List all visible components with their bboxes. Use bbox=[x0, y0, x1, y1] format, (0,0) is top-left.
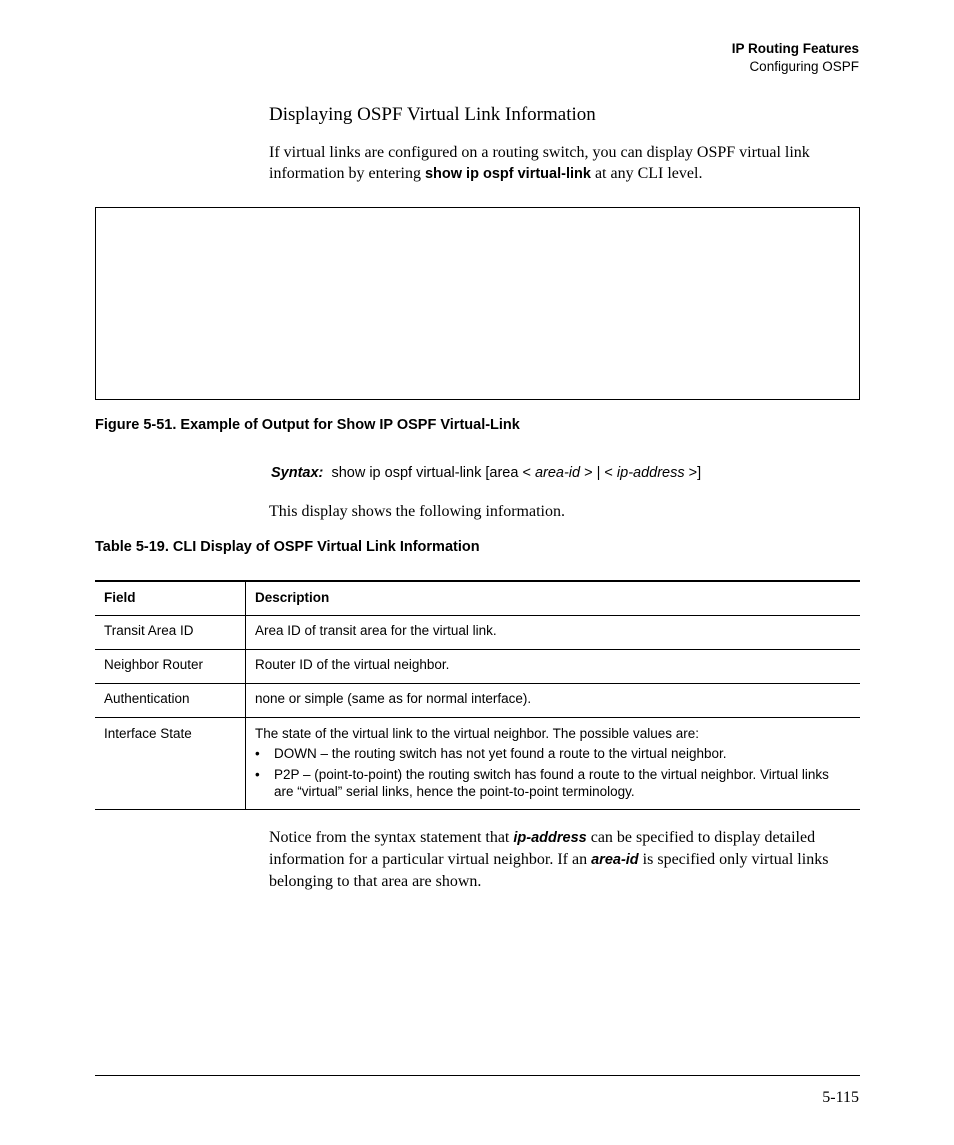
display-note: This display shows the following information. bbox=[269, 503, 565, 520]
table-row bbox=[95, 616, 860, 650]
bullet-icon: • bbox=[255, 746, 260, 761]
info-table bbox=[95, 580, 860, 810]
intro-text-1: If virtual links are configured on a routing switch, you can display OSPF virtual link information by entering bbox=[269, 144, 810, 182]
header-description: Description bbox=[255, 590, 330, 605]
field-cell: Neighbor Router bbox=[95, 650, 246, 684]
table-row bbox=[95, 684, 860, 718]
figure-output-box bbox=[95, 207, 860, 400]
syntax-line bbox=[271, 465, 701, 481]
notice-term-area-id: area-id bbox=[591, 852, 639, 868]
syntax-cmd-2: > | < bbox=[580, 465, 617, 481]
running-header-subtitle: Configuring OSPF bbox=[749, 59, 859, 74]
bullet-text: DOWN – the routing switch has not yet found a route to the virtual neighbor. bbox=[274, 746, 727, 761]
list-item bbox=[255, 766, 851, 800]
intro-paragraph bbox=[269, 142, 861, 185]
page-number: 5-115 bbox=[822, 1089, 859, 1106]
list-item bbox=[255, 745, 851, 762]
table-row bbox=[95, 718, 860, 810]
notice-text-2: can be specified to display detailed information for a particular virtual neighbor. If an bbox=[269, 829, 816, 868]
table-row bbox=[95, 650, 860, 684]
notice-text-1: Notice from the syntax statement that bbox=[269, 829, 514, 846]
description-cell: none or simple (same as for normal interface). bbox=[255, 691, 532, 706]
field-cell: Interface State bbox=[95, 718, 246, 810]
bullet-text: P2P – (point-to-point) the routing switch has found a route to the virtual neighbor. Virtual links are “virtual” serial links, hence the point-to-point terminology. bbox=[274, 767, 829, 799]
syntax-cmd-3: >] bbox=[684, 465, 702, 481]
syntax-arg-area: area-id bbox=[534, 465, 581, 481]
bullet-icon: • bbox=[255, 767, 260, 782]
description-cell: Area ID of transit area for the virtual link. bbox=[255, 623, 497, 638]
notice-paragraph bbox=[269, 827, 861, 892]
footer-rule bbox=[95, 1075, 860, 1076]
intro-text-2: at any CLI level. bbox=[590, 165, 703, 182]
header-field: Field bbox=[95, 581, 246, 616]
figure-caption: Figure 5-51. Example of Output for Show IP OSPF Virtual-Link bbox=[95, 417, 520, 433]
table-caption: Table 5-19. CLI Display of OSPF Virtual Link Information bbox=[95, 539, 480, 555]
syntax-cmd-1: show ip ospf virtual-link [area < bbox=[331, 465, 535, 481]
field-cell: Transit Area ID bbox=[95, 616, 246, 650]
running-header-title: IP Routing Features bbox=[731, 41, 859, 56]
syntax-arg-ip: ip-address bbox=[616, 465, 685, 481]
section-title: Displaying OSPF Virtual Link Information bbox=[269, 104, 596, 125]
intro-command: show ip ospf virtual-link bbox=[424, 166, 591, 182]
description-text: The state of the virtual link to the virtual neighbor. The possible values are: bbox=[255, 726, 700, 741]
description-cell: Router ID of the virtual neighbor. bbox=[255, 657, 450, 672]
table-header-row bbox=[95, 581, 860, 616]
notice-term-ip-address: ip-address bbox=[513, 830, 587, 846]
notice-text-3: is specified only virtual links belonging to that area are shown. bbox=[269, 851, 829, 890]
description-cell bbox=[246, 718, 861, 810]
field-cell: Authentication bbox=[95, 684, 246, 718]
syntax-label: Syntax: bbox=[271, 465, 324, 481]
